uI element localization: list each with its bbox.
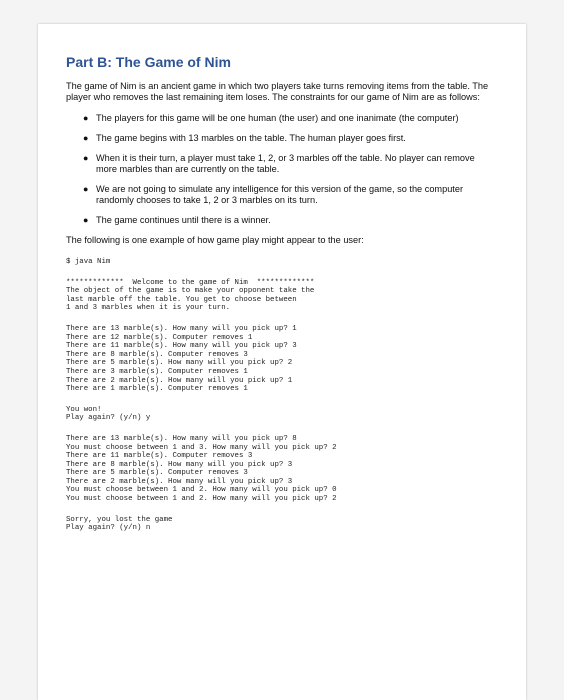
terminal-welcome: ************* Welcome to the game of Nim ************* The object of the game is to make your opponent take the last marble off the table. You get to choose between 1 and 3 marbles when it is your turn.	[66, 278, 315, 313]
list-item	[83, 184, 496, 206]
list-item-text: When it is their turn, a player must take 1, 2, or 3 marbles off the table. No player can remove more marbles than are currently on the table.	[96, 153, 475, 174]
intro-paragraph: The game of Nim is an ancient game in which two players take turns removing items from the table. The player who removes the last remaining item loses. The constraints for our game of Nim are as follows:	[66, 81, 489, 102]
list-item	[83, 113, 496, 124]
list-item	[83, 215, 496, 226]
example-intro: The following is one example of how game play might appear to the user:	[66, 235, 364, 245]
list-item	[83, 153, 496, 175]
bullet-icon: ●	[83, 133, 89, 143]
document-content	[66, 54, 496, 533]
list-item-text: We are not going to simulate any intelligence for this version of the game, so the computer randomly chooses to take 1, 2 or 3 marbles on its turn.	[96, 184, 464, 205]
terminal-result-1: You won! Play again? (y/n) y	[66, 405, 151, 423]
list-item-text: The game continues until there is a winner.	[96, 215, 271, 225]
terminal-result-2: Sorry, you lost the game Play again? (y/n) n	[66, 515, 173, 533]
bullet-icon: ●	[83, 113, 89, 123]
terminal-game-2: There are 13 marble(s). How many will you pick up? 8 You must choose between 1 and 3. How many will you pick up? 2 There are 11 marble(s). Computer removes 3 There are 8 marble(s). How many will you pick up? 3 There are 5 marble(s). Computer removes 3 There are 2 marble(s). How many will you pick up? 3 You must choose between 1 and 2. How many will you pick up? 0 You must choose between 1 and 2. How many will you pick up? 2	[66, 434, 337, 504]
document-page	[38, 24, 526, 700]
list-item-text: The players for this game will be one human (the user) and one inanimate (the computer)	[96, 113, 459, 123]
terminal-game-1: There are 13 marble(s). How many will you pick up? 1 There are 12 marble(s). Computer removes 1 There are 11 marble(s). How many will you pick up? 3 There are 8 marble(s). Computer removes 3 There are 5 marble(s). How many will you pick up? 2 There are 3 marble(s). Computer removes 1 There are 2 marble(s). How many will you pick up? 1 There are 1 marble(s). Computer removes 1	[66, 324, 297, 394]
section-heading: Part B: The Game of Nim	[66, 54, 231, 70]
bullet-icon: ●	[83, 215, 89, 225]
terminal-command: $ java Nim	[66, 258, 111, 266]
list-item-text: The game begins with 13 marbles on the table. The human player goes first.	[96, 133, 406, 143]
bullet-icon: ●	[83, 184, 89, 194]
constraints-list	[66, 113, 496, 226]
list-item	[83, 133, 496, 144]
bullet-icon: ●	[83, 153, 89, 163]
